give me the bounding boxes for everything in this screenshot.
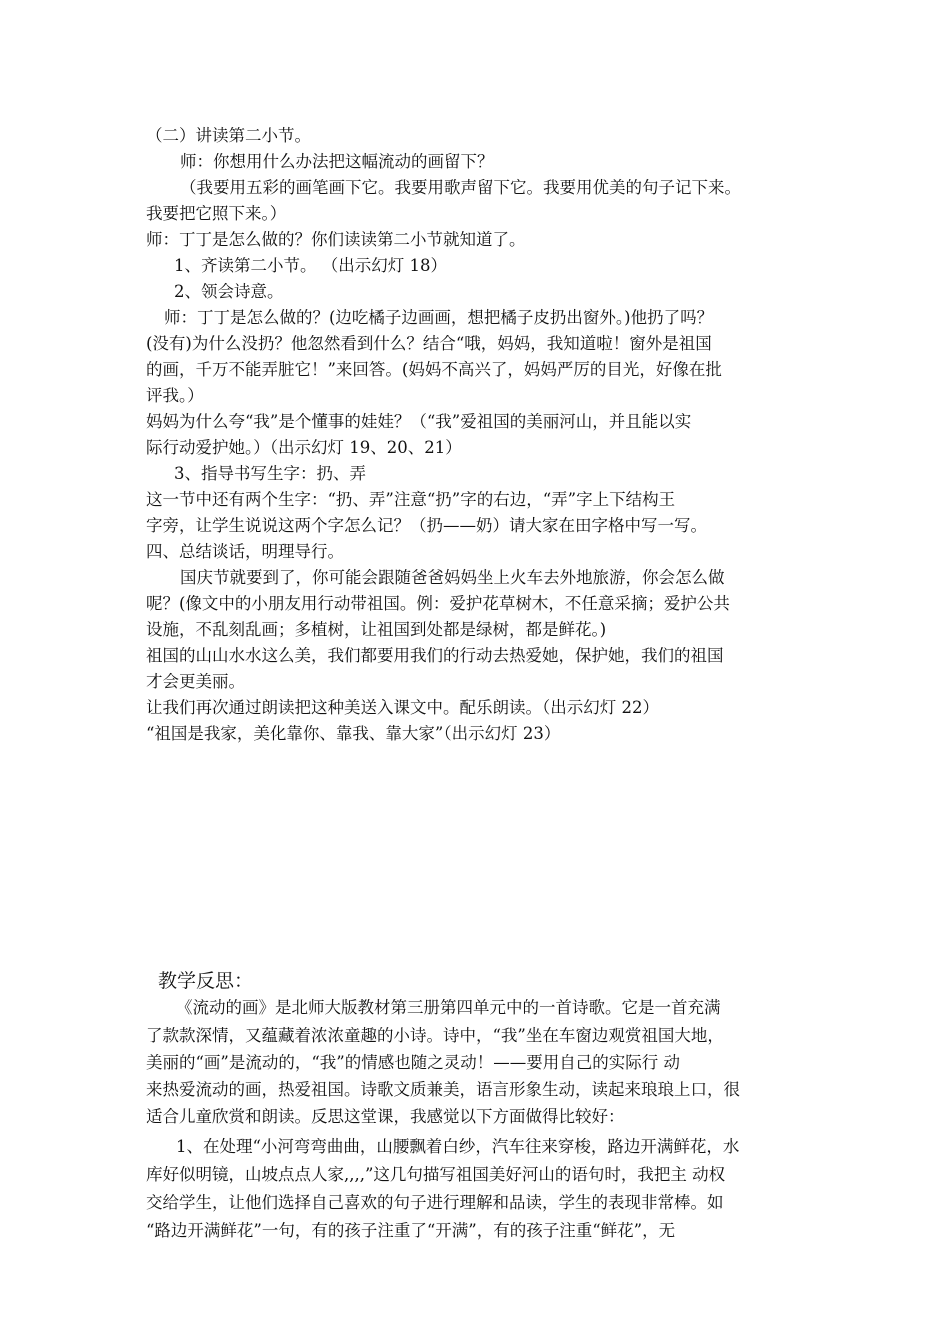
paragraph-line: 了款款深情，又蕴藏着浓浓童趣的小诗。诗中，“我”坐在车窗边观赏祖国大地， — [146, 1026, 724, 1045]
paragraph-line: (没有)为什么没扔？他忽然看到什么？结合“哦，妈妈，我知道啦！窗外是祖国 — [146, 334, 712, 353]
paragraph-line: 字旁，让学生说说这两个字怎么记？（扔——奶）请大家在田字格中写一写。 — [146, 516, 707, 535]
paragraph-line: 才会更美丽。 — [146, 672, 245, 691]
reflection-heading: 教学反思： — [158, 970, 254, 992]
paragraph-line: 库好似明镜，山坡点点人家,,,,”这几句描写祖国美好河山的语句时，我把主 动权 — [146, 1165, 726, 1184]
paragraph-line: 祖国的山山水水这么美，我们都要用我们的行动去热爱她，保护她，我们的祖国 — [146, 646, 724, 665]
paragraph-line: 设施，不乱刻乱画；多植树，让祖国到处都是绿树，都是鲜花。) — [146, 620, 607, 639]
paragraph-line: 呢？(像文中的小朋友用行动带祖国。例：爱护花草树木，不任意采摘；爱护公共 — [146, 594, 730, 613]
paragraph-line: 《流动的画》是北师大版教材第三册第四单元中的一首诗歌。它是一首充满 — [176, 998, 721, 1017]
paragraph-line: 的画，千万不能弄脏它！”来回答。(妈妈不高兴了，妈妈严厉的目光，好像在批 — [146, 360, 722, 379]
paragraph-line: （我要用五彩的画笔画下它。我要用歌声留下它。我要用优美的句子记下来。 — [180, 178, 741, 197]
list-item: 1、在处理“小河弯弯曲曲，山腰飘着白纱，汽车往来穿梭，路边开满鲜花，水 — [176, 1137, 740, 1156]
paragraph-line: 评我。） — [146, 386, 204, 405]
section-heading: （二）讲读第二小节。 — [146, 126, 311, 145]
paragraph-line: 国庆节就要到了，你可能会跟随爸爸妈妈坐上火车去外地旅游，你会怎么做 — [180, 568, 725, 587]
list-item: 1、齐读第二小节。 （出示幻灯 18） — [174, 256, 447, 275]
list-item: 2、领会诗意。 — [174, 282, 284, 301]
paragraph-line: “路边开满鲜花”一句，有的孩子注重了“开满”，有的孩子注重“鲜花”，无 — [146, 1221, 676, 1240]
paragraph-line: 让我们再次通过朗读把这种美送入课文中。配乐朗读。（出示幻灯 22） — [146, 698, 659, 717]
paragraph-line: “祖国是我家，美化靠你、靠我、靠大家”（出示幻灯 23） — [146, 724, 561, 743]
paragraph-line: 来热爱流动的画，热爱祖国。诗歌文质兼美，语言形象生动，读起来琅琅上口，很 — [146, 1080, 740, 1099]
paragraph-line: 适合儿童欣赏和朗读。反思这堂课，我感觉以下方面做得比较好： — [146, 1107, 625, 1126]
paragraph-line: 我要把它照下来。） — [146, 204, 287, 223]
paragraph-line: 师：丁丁是怎么做的？(边吃橘子边画画，想把橘子皮扔出窗外。)他扔了吗？ — [164, 308, 714, 327]
section-heading: 四、总结谈话，明理导行。 — [146, 542, 344, 561]
paragraph-line: 师：你想用什么办法把这幅流动的画留下？ — [180, 152, 494, 171]
paragraph-line: 这一节中还有两个生字：“扔、弄”注意“扔”字的右边，“弄”字上下结构王 — [146, 490, 676, 509]
paragraph-line: 交给学生，让他们选择自己喜欢的句子进行理解和品读，学生的表现非常棒。如 — [146, 1193, 724, 1212]
paragraph-line: 师：丁丁是怎么做的？你们读读第二小节就知道了。 — [146, 230, 526, 249]
paragraph-line: 妈妈为什么夸“我”是个懂事的娃娃？（“我”爱祖国的美丽河山，并且能以实 — [146, 412, 692, 431]
paragraph-line: 际行动爱护她。）（出示幻灯 19、20、21） — [146, 438, 462, 457]
paragraph-line: 美丽的“画”是流动的，“我”的情感也随之灵动！——要用自己的实际行 动 — [146, 1053, 680, 1072]
list-item: 3、指导书写生字：扔、弄 — [174, 464, 366, 483]
